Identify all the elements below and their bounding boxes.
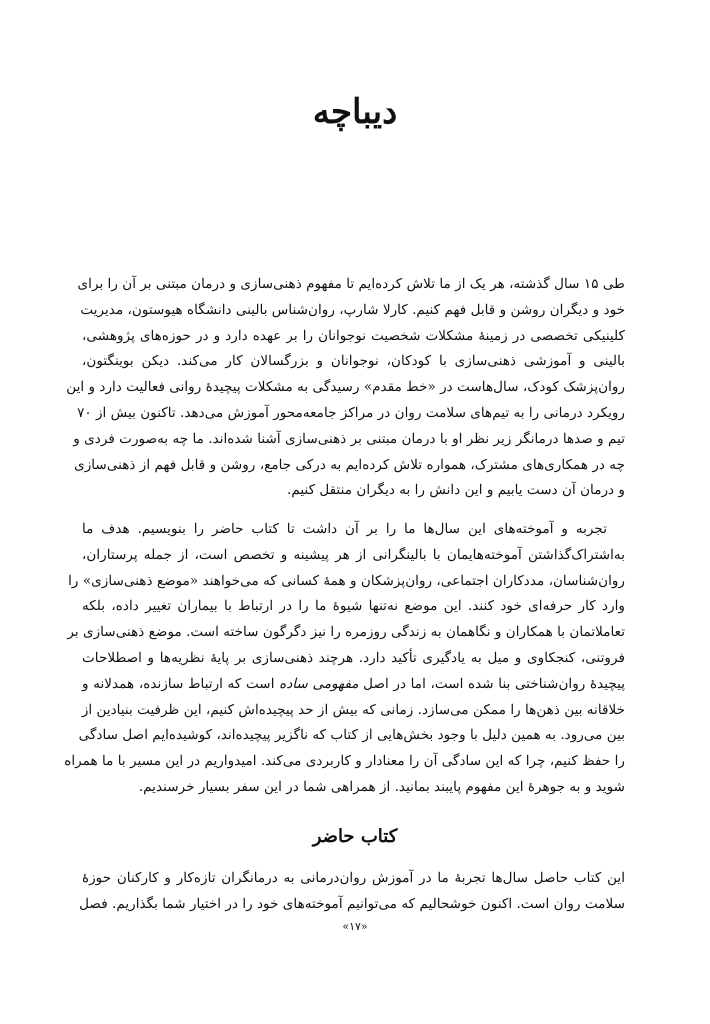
paragraph-line: سلامت روان است. اکنون خوشحالیم که می‌توانیم آموخته‌های خود را در اختیار شما بگذاریم. فصل bbox=[79, 895, 625, 912]
paragraph-line: فروتنی، کنجکاوی و میل به یادگیری تأکید دارد. هرچند ذهنی‌سازی بر پایهٔ نظریه‌ها و اصطلاحات bbox=[82, 649, 625, 666]
paragraph-line: وارد کار حرفه‌ای خود کنند. این موضع نه‌تنها شیوهٔ ما را در ارتباط با بیماران تغییر داده، بلکه bbox=[82, 598, 625, 615]
line-text-after: است که ارتباط سازنده، همدلانه و bbox=[82, 675, 280, 692]
paragraph-line: بالینی و آموزشی ذهنی‌سازی با کودکان، نوجوانان و بزرگسالان کار می‌کند. دیکن بوینگتون، bbox=[82, 353, 625, 370]
paragraph-line: شوید و به جوهرهٔ این مفهوم پایبند بمانید. از همراهی شما در این سفر بسیار خرسندیم. bbox=[138, 778, 625, 795]
paragraph-line: این کتاب حاصل سال‌ها تجربهٔ ما در آموزش روان‌درمانی به درمانگران تازه‌کار و کارکنان حوزهٔ bbox=[82, 870, 625, 886]
paragraph-line: به‌اشتراک‌گذاشتن آموخته‌هایمان با بالینگرانی از هر پیشینه و تخصص است، از جمله پرستاران، bbox=[82, 546, 625, 563]
paragraph-line: بین می‌رود. به همین دلیل با وجود بخش‌هایی از کتاب که ناگزیر پیچیده‌اند، کوشیده‌ایم اصل سادگی bbox=[78, 727, 625, 744]
paragraph-line: خلاقانه بین ذهن‌ها را ممکن می‌سازد. زمانی که بیش از حد پیچیده‌اش کنیم، این ظرفیت بنیادین از bbox=[81, 701, 625, 718]
paragraph-3 bbox=[79, 866, 625, 918]
paragraph-1 bbox=[66, 272, 625, 504]
paragraph-line: را حفظ کنیم، چرا که این سادگی آن را معنادار و کاربردی می‌کند. امیدواریم در این مسیر با ما همراه bbox=[64, 753, 625, 770]
line-text-before: پیچیدهٔ روان‌شناختی بنا شده است، اما در اصل bbox=[358, 675, 625, 692]
paragraph-line: رویکرد درمانی را به تیم‌های سلامت روان در مراکز جامعه‌محور آموزش می‌دهد. تاکنون بیش از ۷۰ bbox=[77, 404, 625, 421]
paragraph-line: کلینیکی تخصصی در زمینهٔ مشکلات شخصیت نوجوانان را بر عهده دارد و در حوزه‌های پژوهشی، bbox=[82, 327, 625, 344]
paragraph-2 bbox=[64, 517, 625, 801]
section-heading: کتاب حاضر bbox=[312, 826, 398, 847]
paragraph-line: تعاملاتمان با همکاران و نگاهمان به زندگی روزمره را نیز دگرگون ساخته است. موضع ذهنی‌سازی بر bbox=[67, 624, 625, 641]
paragraph-line: چه در همکاری‌های مشترک، همواره تلاش کرده‌ایم به درکی جامع، روشن و قابل فهم از ذهنی‌سازی bbox=[74, 456, 625, 473]
paragraph-line-with-emphasis bbox=[82, 672, 625, 698]
paragraph-line: تیم و صدها درمانگر زیر نظر او با درمان مبتنی بر ذهنی‌سازی آشنا شده‌اند. ما چه به‌صورت فردی و bbox=[73, 430, 625, 447]
paragraph-line: روان‌پزشک کودک، سال‌هاست در «خط مقدم» رسیدگی به مشکلات پیچیدهٔ روانی فعالیت دارد و این bbox=[66, 379, 625, 396]
paragraph-line: تجربه و آموخته‌های این سال‌ها ما را بر آن داشت تا کتاب حاضر را بنویسیم. هدف ما bbox=[82, 521, 607, 537]
emphasized-phrase: مفهومی ساده bbox=[279, 675, 359, 692]
paragraph-line: خود و دیگران روشن و قابل فهم کنیم. کارلا شارپ، روان‌شناس بالینی دانشگاه هیوستون، مدیریت bbox=[80, 301, 625, 318]
paragraph-line: روان‌شناسان، مددکاران اجتماعی، روان‌پزشکان و همهٔ کسانی که می‌خواهند «موضع ذهنی‌سازی» را bbox=[68, 572, 625, 589]
paragraph-line: و درمان آن دست یابیم و این دانش را به دیگران منتقل کنیم. bbox=[287, 482, 625, 499]
chapter-title: دیباچه bbox=[312, 92, 398, 132]
paragraph-line: طی ۱۵ سال گذشته، هر یک از ما تلاش کرده‌ایم تا مفهوم ذهنی‌سازی و درمان مبتنی بر آن را برای bbox=[77, 276, 625, 292]
page-number: «۱۷» bbox=[342, 920, 368, 933]
